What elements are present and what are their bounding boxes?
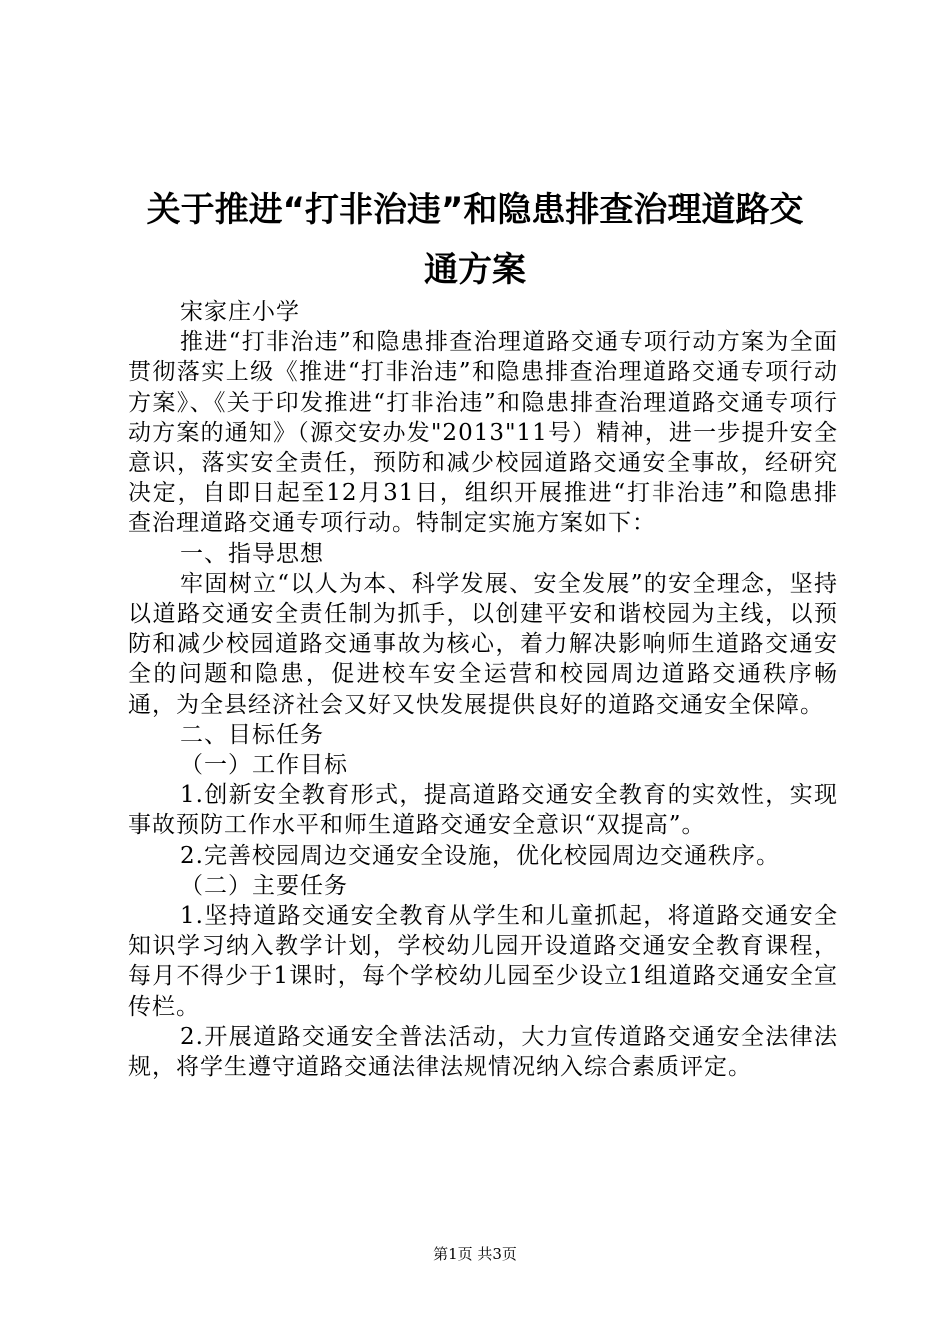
section-heading-guiding-thought: 一、指导思想 <box>180 540 324 567</box>
task-item-2: 2.开展道路交通安全普法活动，大力宣传道路交通安全法律法规，将学生遵守道路交通法律法规情况纳入综合素质评定。 <box>128 1023 838 1081</box>
subheading-work-goals: （一）工作目标 <box>180 752 348 779</box>
page-footer: 第1页 共3页 <box>433 1245 517 1263</box>
section-heading-goals-tasks: 二、目标任务 <box>180 721 324 748</box>
document-title-line-2: 通方案 <box>424 250 526 290</box>
task-item-1: 1.坚持道路交通安全教育从学生和儿童抓起，将道路交通安全知识学习纳入教学计划，学校幼儿园开设道路交通安全教育课程，每月不得少于1课时，每个学校幼儿园至少设立1组道路交通安全宣传栏。 <box>128 903 838 1020</box>
intro-paragraph: 推进“打非治违”和隐患排查治理道路交通专项行动方案为全面贯彻落实上级《推进“打非治违”和隐患排查治理道路交通专项行动方案》、《关于印发推进“打非治违”和隐患排查治理道路交通专项行动方案的通知》（源交安办发"2013"11号）精神，进一步提升安全意识，落实安全责任，预防和减少校园道路交通安全事故，经研究决定，自即日起至12月31日，组织开展推进“打非治违”和隐患排查治理道路交通专项行动。特制定实施方案如下： <box>128 329 838 537</box>
document-body <box>128 297 838 1082</box>
guiding-thought-paragraph: 牢固树立“以人为本、科学发展、安全发展”的安全理念，坚持以道路交通安全责任制为抓手，以创建平安和谐校园为主线，以预防和减少校园道路交通事故为核心，着力解决影响师生道路交通安全的问题和隐患，促进校车安全运营和校园周边道路交通秩序畅通，为全县经济社会又好又快发展提供良好的道路交通安全保障。 <box>128 570 838 718</box>
subheading-main-tasks: （二）主要任务 <box>180 872 348 899</box>
goal-item-2: 2.完善校园周边交通安全设施，优化校园周边交通秩序。 <box>180 842 780 869</box>
document-title-line-1: 关于推进“打非治违”和隐患排查治理道路交 <box>146 190 804 230</box>
goal-item-1: 1.创新安全教育形式，提高道路交通安全教育的实效性，实现事故预防工作水平和师生道路交通安全意识“双提高”。 <box>128 782 838 839</box>
school-name: 宋家庄小学 <box>180 299 300 325</box>
